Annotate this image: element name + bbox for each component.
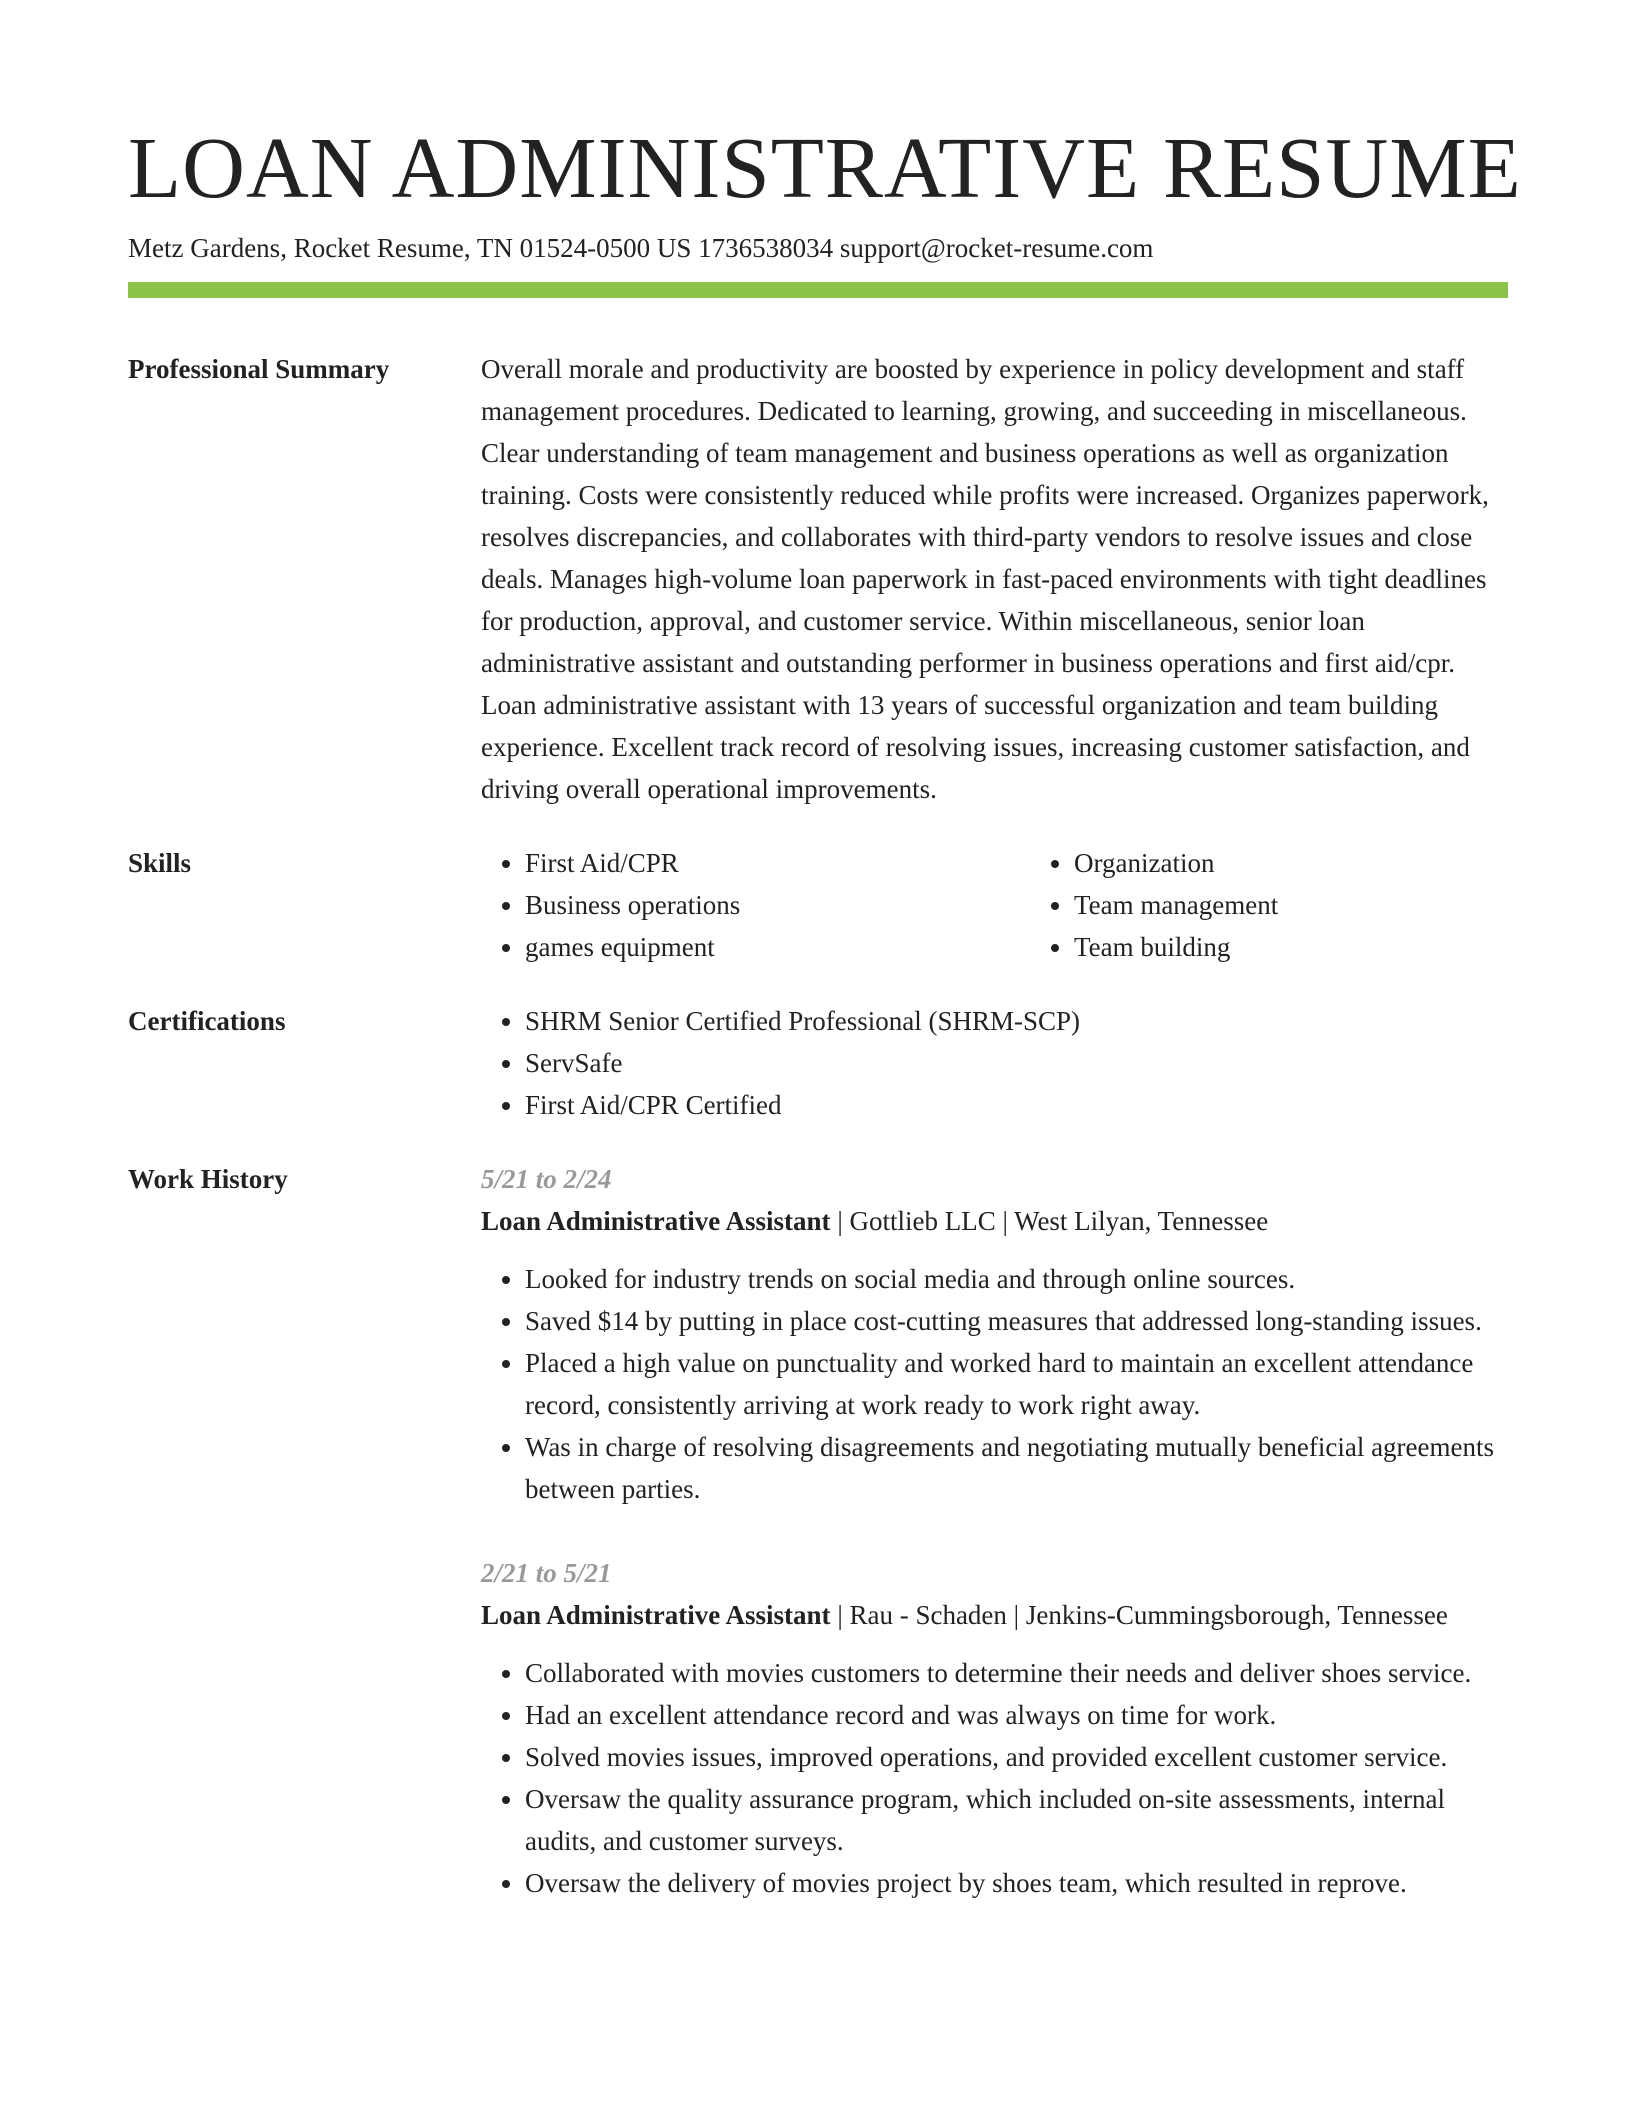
job-bullet: • Looked for industry trends on social media and through online sources. xyxy=(525,1258,1508,1300)
job-heading xyxy=(481,1594,1508,1636)
resume-page xyxy=(128,0,1522,1904)
certification-item: • ServSafe xyxy=(525,1042,1508,1084)
skills-list-right xyxy=(1030,842,1579,968)
skills-grid xyxy=(481,842,1579,968)
work-history-body xyxy=(481,1158,1508,1904)
skill-item: • Organization xyxy=(1074,842,1579,884)
skill-item: • Business operations xyxy=(525,884,1030,926)
skills-list-left xyxy=(481,842,1030,968)
job-details: | Gottlieb LLC | West Lilyan, Tennessee xyxy=(830,1206,1269,1236)
certifications-label: Certifications xyxy=(128,1006,286,1036)
work-history-label: Work History xyxy=(128,1164,288,1194)
skill-item: • Team building xyxy=(1074,926,1579,968)
job-bullet: • Placed a high value on punctuality and worked hard to maintain an excellent attendance record, consistently arriving at work ready to work right away. xyxy=(525,1342,1508,1426)
work-history-section xyxy=(128,1158,1508,1904)
job-bullets xyxy=(481,1652,1508,1904)
job-title: Loan Administrative Assistant xyxy=(481,1600,831,1630)
skill-item: • games equipment xyxy=(525,926,1030,968)
job-details: | Rau - Schaden | Jenkins-Cummingsborough, Tennessee xyxy=(830,1600,1448,1630)
skills-label: Skills xyxy=(128,848,192,878)
contact-line: Metz Gardens, Rocket Resume, TN 01524-0500 US 1736538034 support@rocket-resume.com xyxy=(128,233,1154,263)
job-bullet: • Was in charge of resolving disagreements and negotiating mutually beneficial agreements between parties. xyxy=(525,1426,1508,1510)
skill-item: • Team management xyxy=(1074,884,1579,926)
job-bullet: • Had an excellent attendance record and was always on time for work. xyxy=(525,1694,1508,1736)
certification-item: • SHRM Senior Certified Professional (SHRM-SCP) xyxy=(525,1000,1508,1042)
skills-section xyxy=(128,842,1508,968)
job-dates: 5/21 to 2/24 xyxy=(481,1164,612,1194)
certifications-body xyxy=(481,1000,1508,1126)
certifications-section xyxy=(128,1000,1508,1126)
job-entry xyxy=(481,1552,1508,1904)
job-entry xyxy=(481,1158,1508,1510)
summary-section xyxy=(128,348,1508,810)
job-bullet: • Saved $14 by putting in place cost-cutting measures that addressed long-standing issues. xyxy=(525,1300,1508,1342)
job-bullet: • Collaborated with movies customers to determine their needs and deliver shoes service. xyxy=(525,1652,1508,1694)
header-divider xyxy=(128,282,1508,298)
job-bullets xyxy=(481,1258,1508,1510)
certification-item: • First Aid/CPR Certified xyxy=(525,1084,1508,1126)
resume-title: LOAN ADMINISTRATIVE RESUME xyxy=(128,119,1522,216)
job-title: Loan Administrative Assistant xyxy=(481,1206,831,1236)
skill-item: • First Aid/CPR xyxy=(525,842,1030,884)
certifications-list xyxy=(481,1000,1508,1126)
summary-label: Professional Summary xyxy=(128,354,390,384)
job-heading xyxy=(481,1200,1508,1242)
job-bullet: • Oversaw the quality assurance program, which included on-site assessments, internal audits, and customer surveys. xyxy=(525,1778,1508,1862)
job-dates: 2/21 to 5/21 xyxy=(481,1558,612,1588)
summary-text: Overall morale and productivity are boosted by experience in policy development and staff management procedures. Dedicated to learning, growing, and succeeding in miscellaneous. Clear understanding of team management and business operations as well as organization training. Costs were consistently reduced while profits were increased. Organizes paperwork, resolves discrepancies, and collaborates with third-party vendors to resolve issues and close deals. Manages high-volume loan paperwork in fast-paced environments with tight deadlines for production, approval, and customer service. Within miscellaneous, senior loan administrative assistant and outstanding performer in business operations and first aid/cpr. Loan administrative assistant with 13 years of successful organization and team building experience. Excellent track record of resolving issues, increasing customer satisfaction, and driving overall operational improvements. xyxy=(481,354,1489,804)
job-bullet: • Oversaw the delivery of movies project by shoes team, which resulted in reprove. xyxy=(525,1862,1508,1904)
job-bullet: • Solved movies issues, improved operations, and provided excellent customer service. xyxy=(525,1736,1508,1778)
